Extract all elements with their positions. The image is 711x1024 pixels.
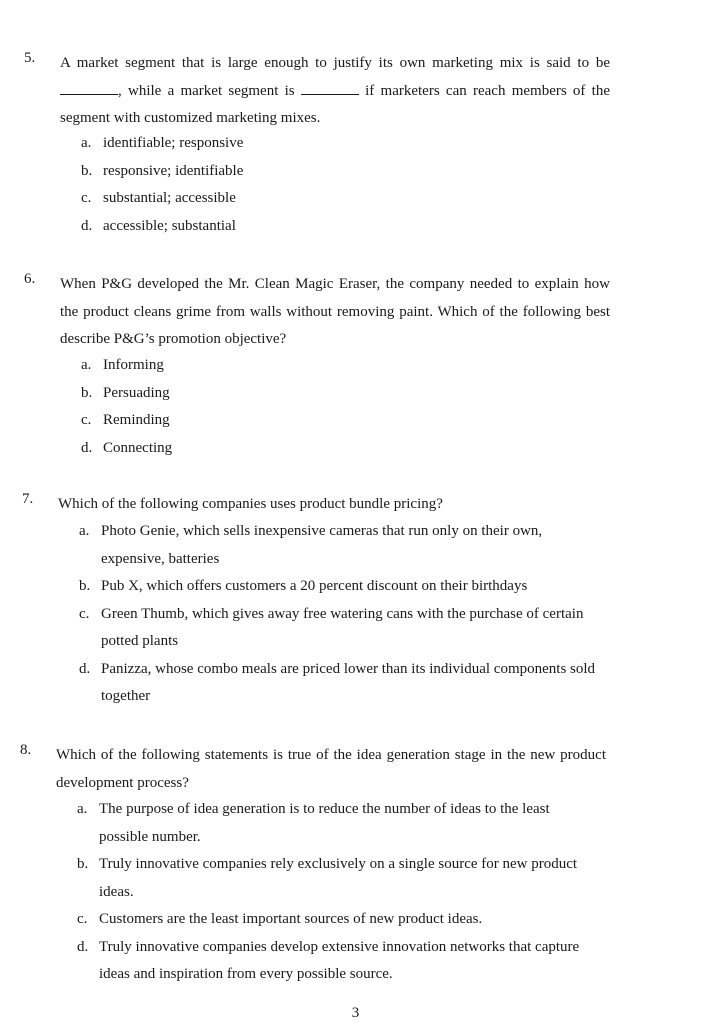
option-c [81,185,601,213]
stem-part: , while a market segment is [118,82,295,99]
option-b [81,158,601,186]
question-6 [24,271,644,461]
option-text: Truly innovative companies develop extensive innovation networks that capture ideas and inspiration from every possible source. [99,938,580,982]
question-stem [60,50,610,133]
option-text: Green Thumb, which gives away free watering cans with the purchase of certain potted plants [101,605,584,649]
options-list [81,352,601,462]
option-text: Pub X, which offers customers a 20 percent discount on their birthdays [101,578,528,594]
question-stem: Which of the following companies uses product bundle pricing? [58,496,443,512]
option-text: The purpose of idea generation is to reduce the number of ideas to the least possible number. [99,801,550,845]
option-letter: c. [79,605,90,622]
option-a [81,130,601,158]
option-letter: c. [81,190,92,206]
option-text: responsive; identifiable [103,162,244,179]
page-number: 3 [351,1005,360,1021]
question-stem: Which of the following statements is true of the idea generation stage in the new product development process? [56,747,606,791]
option-letter: b. [81,162,93,179]
options-list [79,518,599,711]
option-text: substantial; accessible [103,190,236,206]
option-c [77,906,597,934]
option-d [81,435,601,463]
answer-blank [301,81,359,95]
option-letter: d. [77,938,89,955]
option-text: Truly innovative companies rely exclusively on a single source for new product ideas. [99,856,578,900]
question-number: 6. [24,271,36,287]
option-letter: b. [81,384,93,401]
stem-part: A market segment that is large enough to justify its own marketing mix is said to be [60,55,610,71]
question-stem: When P&G developed the Mr. Clean Magic Eraser, the company needed to explain how the product cleans grime from walls without removing paint. Which of the following best describe P&G’s promotion objective? [60,276,610,347]
option-text: Connecting [103,439,173,456]
option-a [81,352,601,380]
option-text: Panizza, whose combo meals are priced lower than its individual components sold together [101,660,596,704]
option-a [77,796,597,851]
option-d [79,656,599,711]
option-a [79,518,599,573]
option-letter: d. [81,217,93,234]
options-list [81,130,601,240]
option-letter: a. [77,801,88,817]
option-text: identifiable; responsive [103,135,244,151]
question-number: 7. [22,491,34,507]
option-b [77,851,597,906]
option-letter: a. [81,357,92,373]
option-letter: d. [79,660,91,677]
answer-blank [60,81,118,95]
option-text: Informing [103,357,164,373]
option-b [81,380,601,408]
option-text: Photo Genie, which sells inexpensive cameras that run only on their own, expensive, batteries [101,523,543,567]
question-number: 5. [24,50,36,66]
option-c [81,407,601,435]
option-c [79,601,599,656]
option-letter: a. [81,135,92,151]
option-b [79,573,599,601]
options-list [77,796,597,989]
option-letter: d. [81,439,93,456]
question-8 [20,742,640,992]
question-5 [24,50,644,240]
option-text: Reminding [103,412,170,428]
option-text: accessible; substantial [103,217,236,234]
question-7 [22,491,642,716]
option-d [81,213,601,241]
option-letter: b. [79,578,91,594]
option-text: Customers are the least important sources of new product ideas. [99,911,483,927]
option-letter: b. [77,856,89,872]
question-number: 8. [20,742,32,758]
option-d [77,934,597,989]
stem-part: if marketers can reach members of the segment with customized marketing mixes. [60,82,611,126]
option-letter: c. [81,412,92,428]
option-letter: c. [77,911,88,927]
option-letter: a. [79,523,90,539]
option-text: Persuading [103,384,170,401]
